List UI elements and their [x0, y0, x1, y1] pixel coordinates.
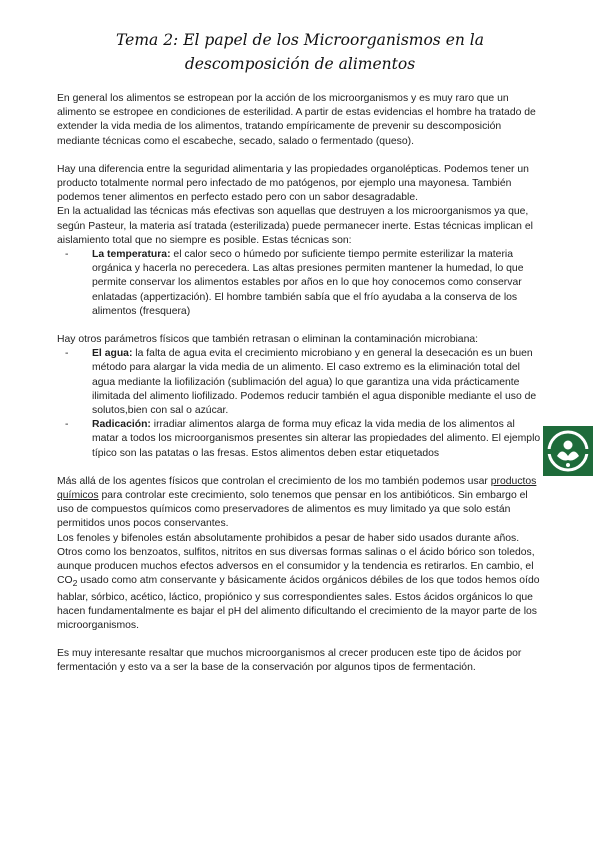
- list-item-water: [92, 347, 544, 418]
- text-radiation: irradiar alimentos alarga de forma muy eficaz la vida media de los alimentos al matar a todos los microorganismos presentes sin alterar las propiedades del alimento. El ejemplo típico son las patatas o las fresas. Estos alimentos deben estar etiquetados: [92, 419, 541, 459]
- paragraph-techniques: En la actualidad las técnicas más efectivas son aquellas que destruyen a los microorganismos ya que, según Pasteur, la materia así tratada (esterilizada) puede permanecer inerte. Estas técnicas implican el aislamiento total que no siempre es posible. Estas técnicas son:: [57, 206, 533, 246]
- paragraph-chemicals: [57, 475, 544, 532]
- paragraph-phenols: [57, 532, 544, 634]
- term-temperature: La temperatura:: [92, 249, 171, 261]
- phenols-text-a: Los fenoles y bifenoles están absolutamente prohibidos a pesar de haber sido usados durante años. Otros como los benzoatos, sulfitos, nitritos en sus diversas formas salinas o el ácido bórico son toledos, aunque producen muchos efectos adversos en el consumidor y la tendencia es retirarlos. En cambio, el CO: [57, 532, 535, 587]
- text-temperature: el calor seco o húmedo por suficiente tiempo permite esterilizar la materia orgánica y hacerla no perecedera. Las altas presiones permiten mantener la humedad, lo que permite conservar los alimentos estables por años en lo que hoy conocemos como conservar enlatadas (appertización). El hombre también sabía que el frío ayudaba a la conserva de los alimentos (fresquera): [92, 249, 524, 317]
- paragraph-intro: En general los alimentos se estropean por la acción de los microorganismos y es muy raro que un alimento se estropee en condiciones de esterilidad. A partir de estas evidencias el hombre ha tratado de extender la vida media de los alimentos, tratando empíricamente de prevenir su descomposición mediante técnicas como el escabeche, secado, salado o fermentado (queso).: [57, 93, 536, 147]
- chemicals-text-a: Más allá de los agentes físicos que controlan el crecimiento de los mo también podemos usar: [57, 475, 491, 487]
- page-title: Tema 2: El papel de los Microorganismos en la descomposición de alimentos: [116, 31, 484, 73]
- physical-parameter-list: [57, 347, 544, 461]
- paragraph-food-safety: Hay una diferencia entre la seguridad alimentaria y las propiedades organolépticas. Podemos tener un producto totalmente normal pero infectado de mo patógenos, por ejemplo una mayonesa. También podemos tener alimentos en perfecto estado pero con un sabor desagradable.: [57, 163, 529, 204]
- term-radiation: Radicación:: [92, 419, 151, 431]
- list-item-radiation: [92, 418, 544, 461]
- chemicals-text-b: para controlar este crecimiento, solo tenemos que pensar en los antibióticos. Sin embargo el uso de compuestos químicos como preservadores de alimentos es muy limitado ya que solo están permitidos unos pocos conservantes.: [57, 490, 528, 530]
- paragraph-physical-parameters: Hay otros parámetros físicos que también retrasan o eliminan la contaminación microbiana:: [57, 334, 479, 346]
- text-water: la falta de agua evita el crecimiento microbiano y en general la desecación es un buen método para alargar la vida media de un alimento. El caso extremo es la eliminación total del agua mediante la liofilización (sublimación del agua) lo que garantiza una vida prácticamente ilimitada del alimento liofilizado. Podemos reducir también el agua disponible mediante el uso de solutos,bien con sal o azúcar.: [92, 348, 537, 417]
- technique-list: [57, 248, 544, 319]
- term-water: El agua:: [92, 348, 133, 360]
- phenols-text-b: usado como atm conservante y básicamente ácidos orgánicos débiles de los que todos hemos oído hablar, sórbico, acético, láctico, propiónico y sus correspondientes sales. Estos ácidos orgánicos lo que hacen fundamentalmente es bajar el pH del alimento dificultando el crecimiento de la mayor parte de los microorganismos.: [57, 575, 540, 631]
- paragraph-fermentation: Es muy interesante resaltar que muchos microorganismos al crecer producen este tipo de ácidos por fermentación y esto va a ser la base de la conservación por algunos tipos de fermentación.: [57, 648, 522, 674]
- link-productos-quimicos: productos químicos: [57, 475, 537, 502]
- list-item-temperature: [92, 248, 544, 319]
- co2-subscript: 2: [72, 578, 78, 589]
- radura-logo-icon: [543, 426, 593, 476]
- document-body: [57, 92, 544, 676]
